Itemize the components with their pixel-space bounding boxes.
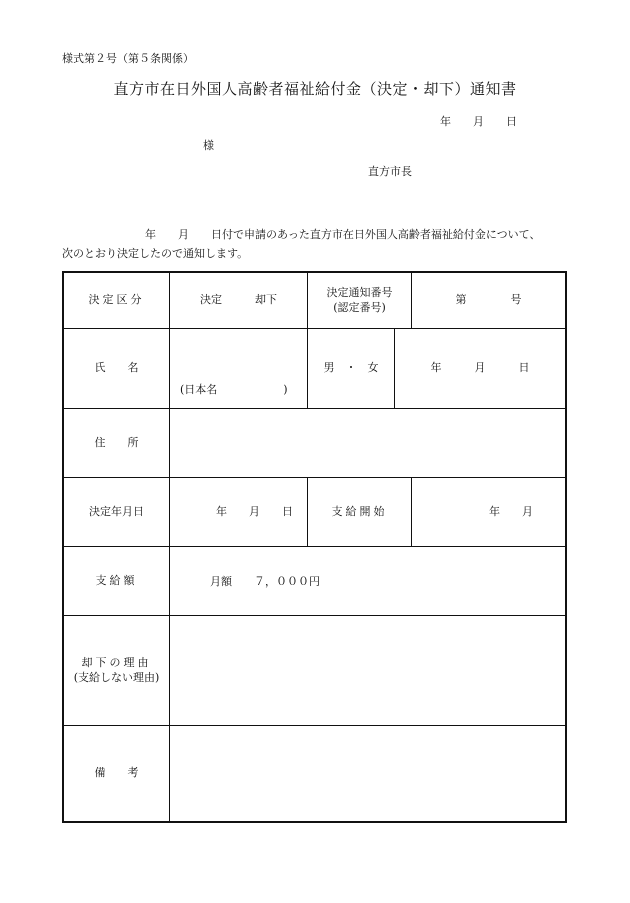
recipient-honorific: 様: [203, 139, 214, 152]
rejection-reason-label: [64, 616, 169, 725]
birth-date-field: 年 月 日: [430, 361, 530, 375]
notice-number-label: [308, 273, 411, 328]
notification-table: [62, 271, 567, 823]
payment-start-value: 年 月: [489, 504, 533, 518]
payment-start-label: 支給開始: [331, 504, 388, 518]
intro-text-line2: 次のとおり決定したので通知します。: [62, 247, 249, 260]
remarks-label: 備 考: [94, 766, 139, 780]
japanese-name-field: (日本名 ): [180, 383, 288, 396]
intro-text-line1: 年 月 日付で申請のあった直方市在日外国人高齢者福祉給付金について、: [145, 228, 541, 241]
notice-number-label-line2: (認定番号): [333, 300, 386, 314]
gender-field: 男 ・ 女: [323, 361, 379, 375]
decision-date-value: 年 月 日: [216, 504, 293, 518]
issuer-name: 直方市長: [368, 165, 412, 178]
address-label: 住 所: [94, 435, 139, 449]
form-number-label: 様式第２号（第５条関係）: [62, 52, 194, 65]
document-title: 直方市在日外国人高齢者福祉給付金（決定・却下）通知書: [113, 80, 517, 98]
decision-options: 決定 却下: [200, 293, 277, 307]
rejection-reason-label-line1: 却下の理由: [81, 655, 152, 669]
payment-amount-label: 支給額: [95, 573, 138, 587]
decision-date-label: 決定年月日: [89, 504, 144, 518]
payment-amount-value: 月額 ７，０００円: [210, 575, 320, 588]
notice-number-label-line1: 決定通知番号: [326, 285, 393, 299]
issue-date: 年 月 日: [440, 115, 517, 128]
column-divider: [169, 273, 170, 821]
rejection-reason-label-line2: (支給しない理由): [73, 670, 160, 684]
name-label: 氏 名: [94, 361, 139, 375]
notice-number-value: 第 号: [455, 293, 522, 307]
decision-type-label: 決定区分: [88, 293, 145, 307]
